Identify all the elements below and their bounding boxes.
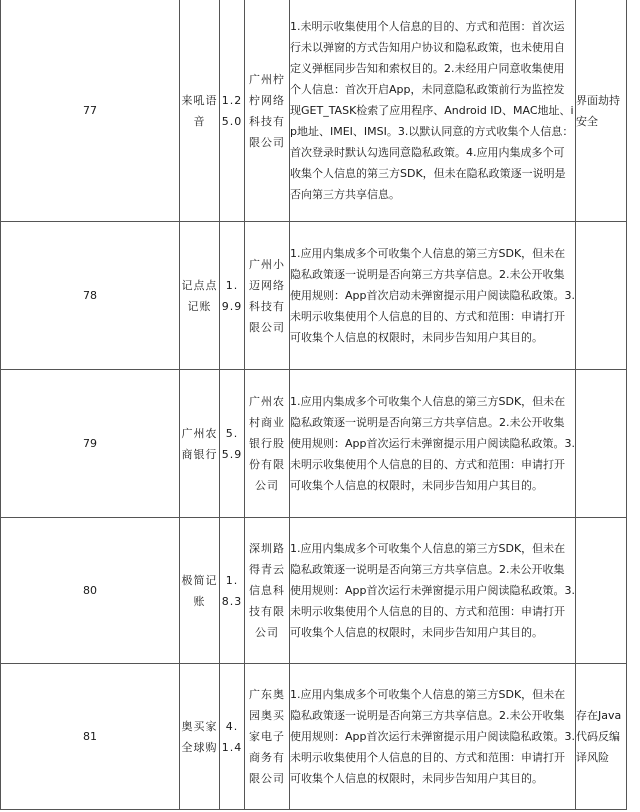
security-risk	[576, 222, 627, 370]
table-row	[1, 664, 627, 810]
developer-name: 深圳路得青云信息科技有限公司	[245, 518, 290, 664]
app-name: 极简记账	[180, 518, 220, 664]
app-name: 奥买家全球购	[180, 664, 220, 810]
table-row	[1, 0, 627, 222]
app-version: 5.5.9	[220, 370, 245, 518]
table-row	[1, 222, 627, 370]
developer-name: 广州柠柠网络科技有限公司	[245, 0, 290, 222]
security-risk: 存在Java代码反编译风险	[576, 664, 627, 810]
app-version: 1.8.3	[220, 518, 245, 664]
app-version: 1.25.0	[220, 0, 245, 222]
row-number: 81	[1, 664, 180, 810]
table-row	[1, 518, 627, 664]
issue-description: 1.未明示收集使用个人信息的目的、方式和范围：首次运行未以弹窗的方式告知用户协议和隐私政策，也未使用自定义弹框同步告知和索权目的。2.未经用户同意收集使用个人信息：首次开启App，未同意隐私政策前行为监控发现GET_TASK检索了应用程序、Android ID、MAC地址、ip地址、IMEI、IMSI。3.以默认同意的方式收集个人信息：首次登录时默认勾选同意隐私政策。4.应用内集成多个可收集个人信息的第三方SDK，但未在隐私政策逐一说明是否向第三方共享信息。	[290, 0, 576, 222]
issue-description: 1.应用内集成多个可收集个人信息的第三方SDK，但未在隐私政策逐一说明是否向第三方共享信息。2.未公开收集使用规则：App首次运行未弹窗提示用户阅读隐私政策。3. 未明示收集使用个人信息的目的、方式和范围：申请打开可收集个人信息的权限时，未同步告知用户其目的。	[290, 518, 576, 664]
security-risk: 界面劫持安全	[576, 0, 627, 222]
issue-description: 1.应用内集成多个可收集个人信息的第三方SDK，但未在隐私政策逐一说明是否向第三方共享信息。2.未公开收集使用规则：App首次启动未弹窗提示用户阅读隐私政策。3. 未明示收集使用个人信息的目的、方式和范围：申请打开可收集个人信息的权限时，未同步告知用户其目的。	[290, 222, 576, 370]
row-number: 80	[1, 518, 180, 664]
developer-name: 广东奥园奥买家电子商务有限公司	[245, 664, 290, 810]
app-version: 4.1.4	[220, 664, 245, 810]
table-row	[1, 370, 627, 518]
app-version: 1.9.9	[220, 222, 245, 370]
row-number: 78	[1, 222, 180, 370]
app-name: 记点点记账	[180, 222, 220, 370]
security-risk	[576, 370, 627, 518]
app-name: 广州农商银行	[180, 370, 220, 518]
issue-description: 1.应用内集成多个可收集个人信息的第三方SDK，但未在隐私政策逐一说明是否向第三方共享信息。2.未公开收集使用规则：App首次运行未弹窗提示用户阅读隐私政策。3. 未明示收集使用个人信息的目的、方式和范围：申请打开可收集个人信息的权限时，未同步告知用户其目的。	[290, 370, 576, 518]
developer-name: 广州小迈网络科技有限公司	[245, 222, 290, 370]
row-number: 79	[1, 370, 180, 518]
row-number: 77	[1, 0, 180, 222]
issue-description: 1.应用内集成多个可收集个人信息的第三方SDK，但未在隐私政策逐一说明是否向第三方共享信息。2.未公开收集使用规则：App首次运行未弹窗提示用户阅读隐私政策。3. 未明示收集使用个人信息的目的、方式和范围：申请打开可收集个人信息的权限时，未同步告知用户其目的。	[290, 664, 576, 810]
security-risk	[576, 518, 627, 664]
app-name: 来吼语音	[180, 0, 220, 222]
developer-name: 广州农村商业银行股份有限公司	[245, 370, 290, 518]
